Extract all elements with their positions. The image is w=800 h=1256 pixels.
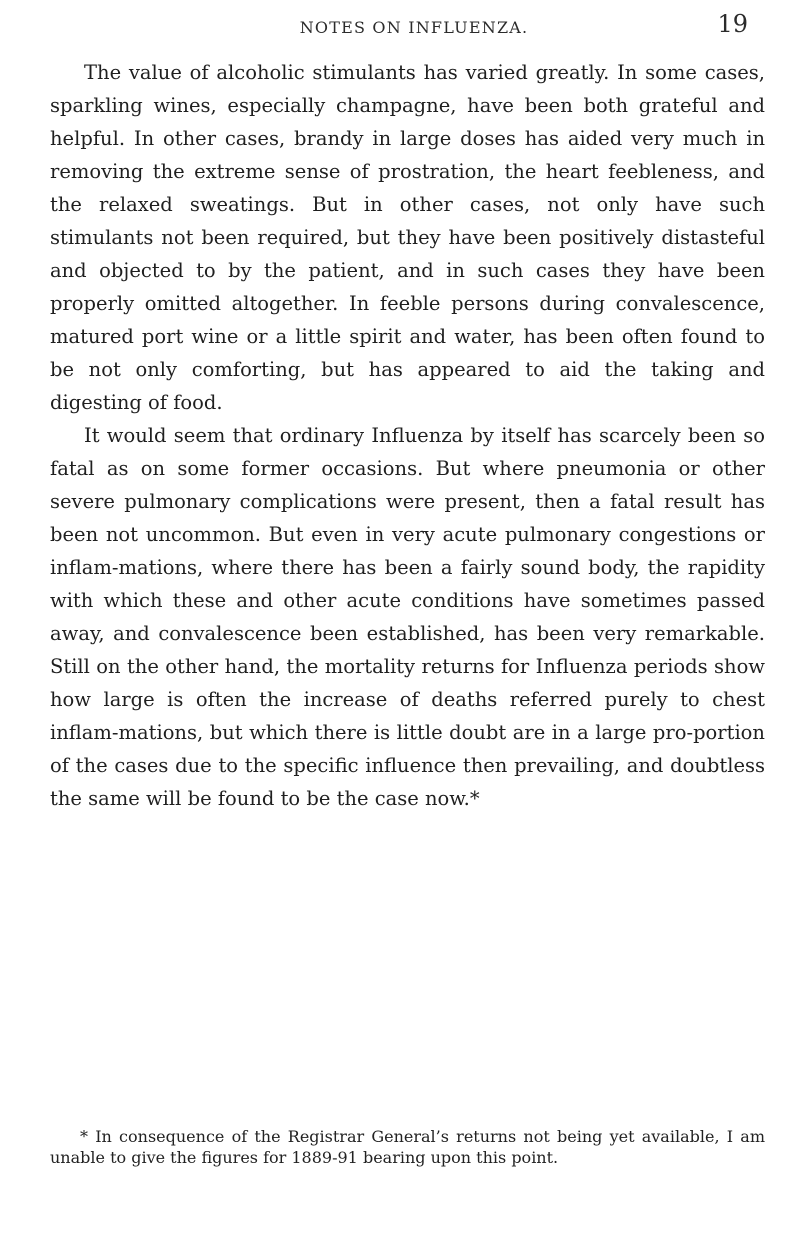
page-number: 19 — [717, 10, 748, 38]
paragraph-alcoholic-stimulants: The value of alcoholic stimulants has varied greatly. In some cases, sparkling wines, especially champagne, have been both grateful and helpful. In other cases, brandy in large doses has aided very much in removing the extreme sense of prostration, the heart feebleness, and the relaxed sweatings. But in other cases, not only have such stimulants not been required, but they have been positively distasteful and objected to by the patient, and in such cases they have been properly omitted altogether. In feeble persons during convalescence, matured port wine or a little spirit and water, has been often found to be not only comforting, but has appeared to aid the taking and digesting of food. — [50, 61, 765, 414]
running-head: NOTES ON INFLUENZA. — [299, 18, 529, 37]
body-text — [50, 56, 765, 815]
footnote: * In consequence of the Registrar General’s returns not being yet available, I am unable to give the figures for 1889-91 bearing upon this point. — [50, 1127, 765, 1167]
paragraph-influenza-mortality: It would seem that ordinary Influenza by itself has scarcely been so fatal as on some former occasions. But where pneumonia or other severe pulmonary complications were present, then a fatal result has been not uncommon. But even in very acute pulmonary congestions or inflam-mations, where there has been a fairly sound body, the rapidity with which these and other acute conditions have sometimes passed away, and convalescence been established, has been very remarkable. Still on the other hand, the mortality returns for Influenza periods show how large is often the increase of deaths referred purely to chest inflam-mations, but which there is little doubt are in a large pro-portion of the cases due to the specific influence then prevailing, and doubtless the same will be found to be the case now.* — [50, 424, 765, 810]
page-header — [80, 8, 748, 48]
